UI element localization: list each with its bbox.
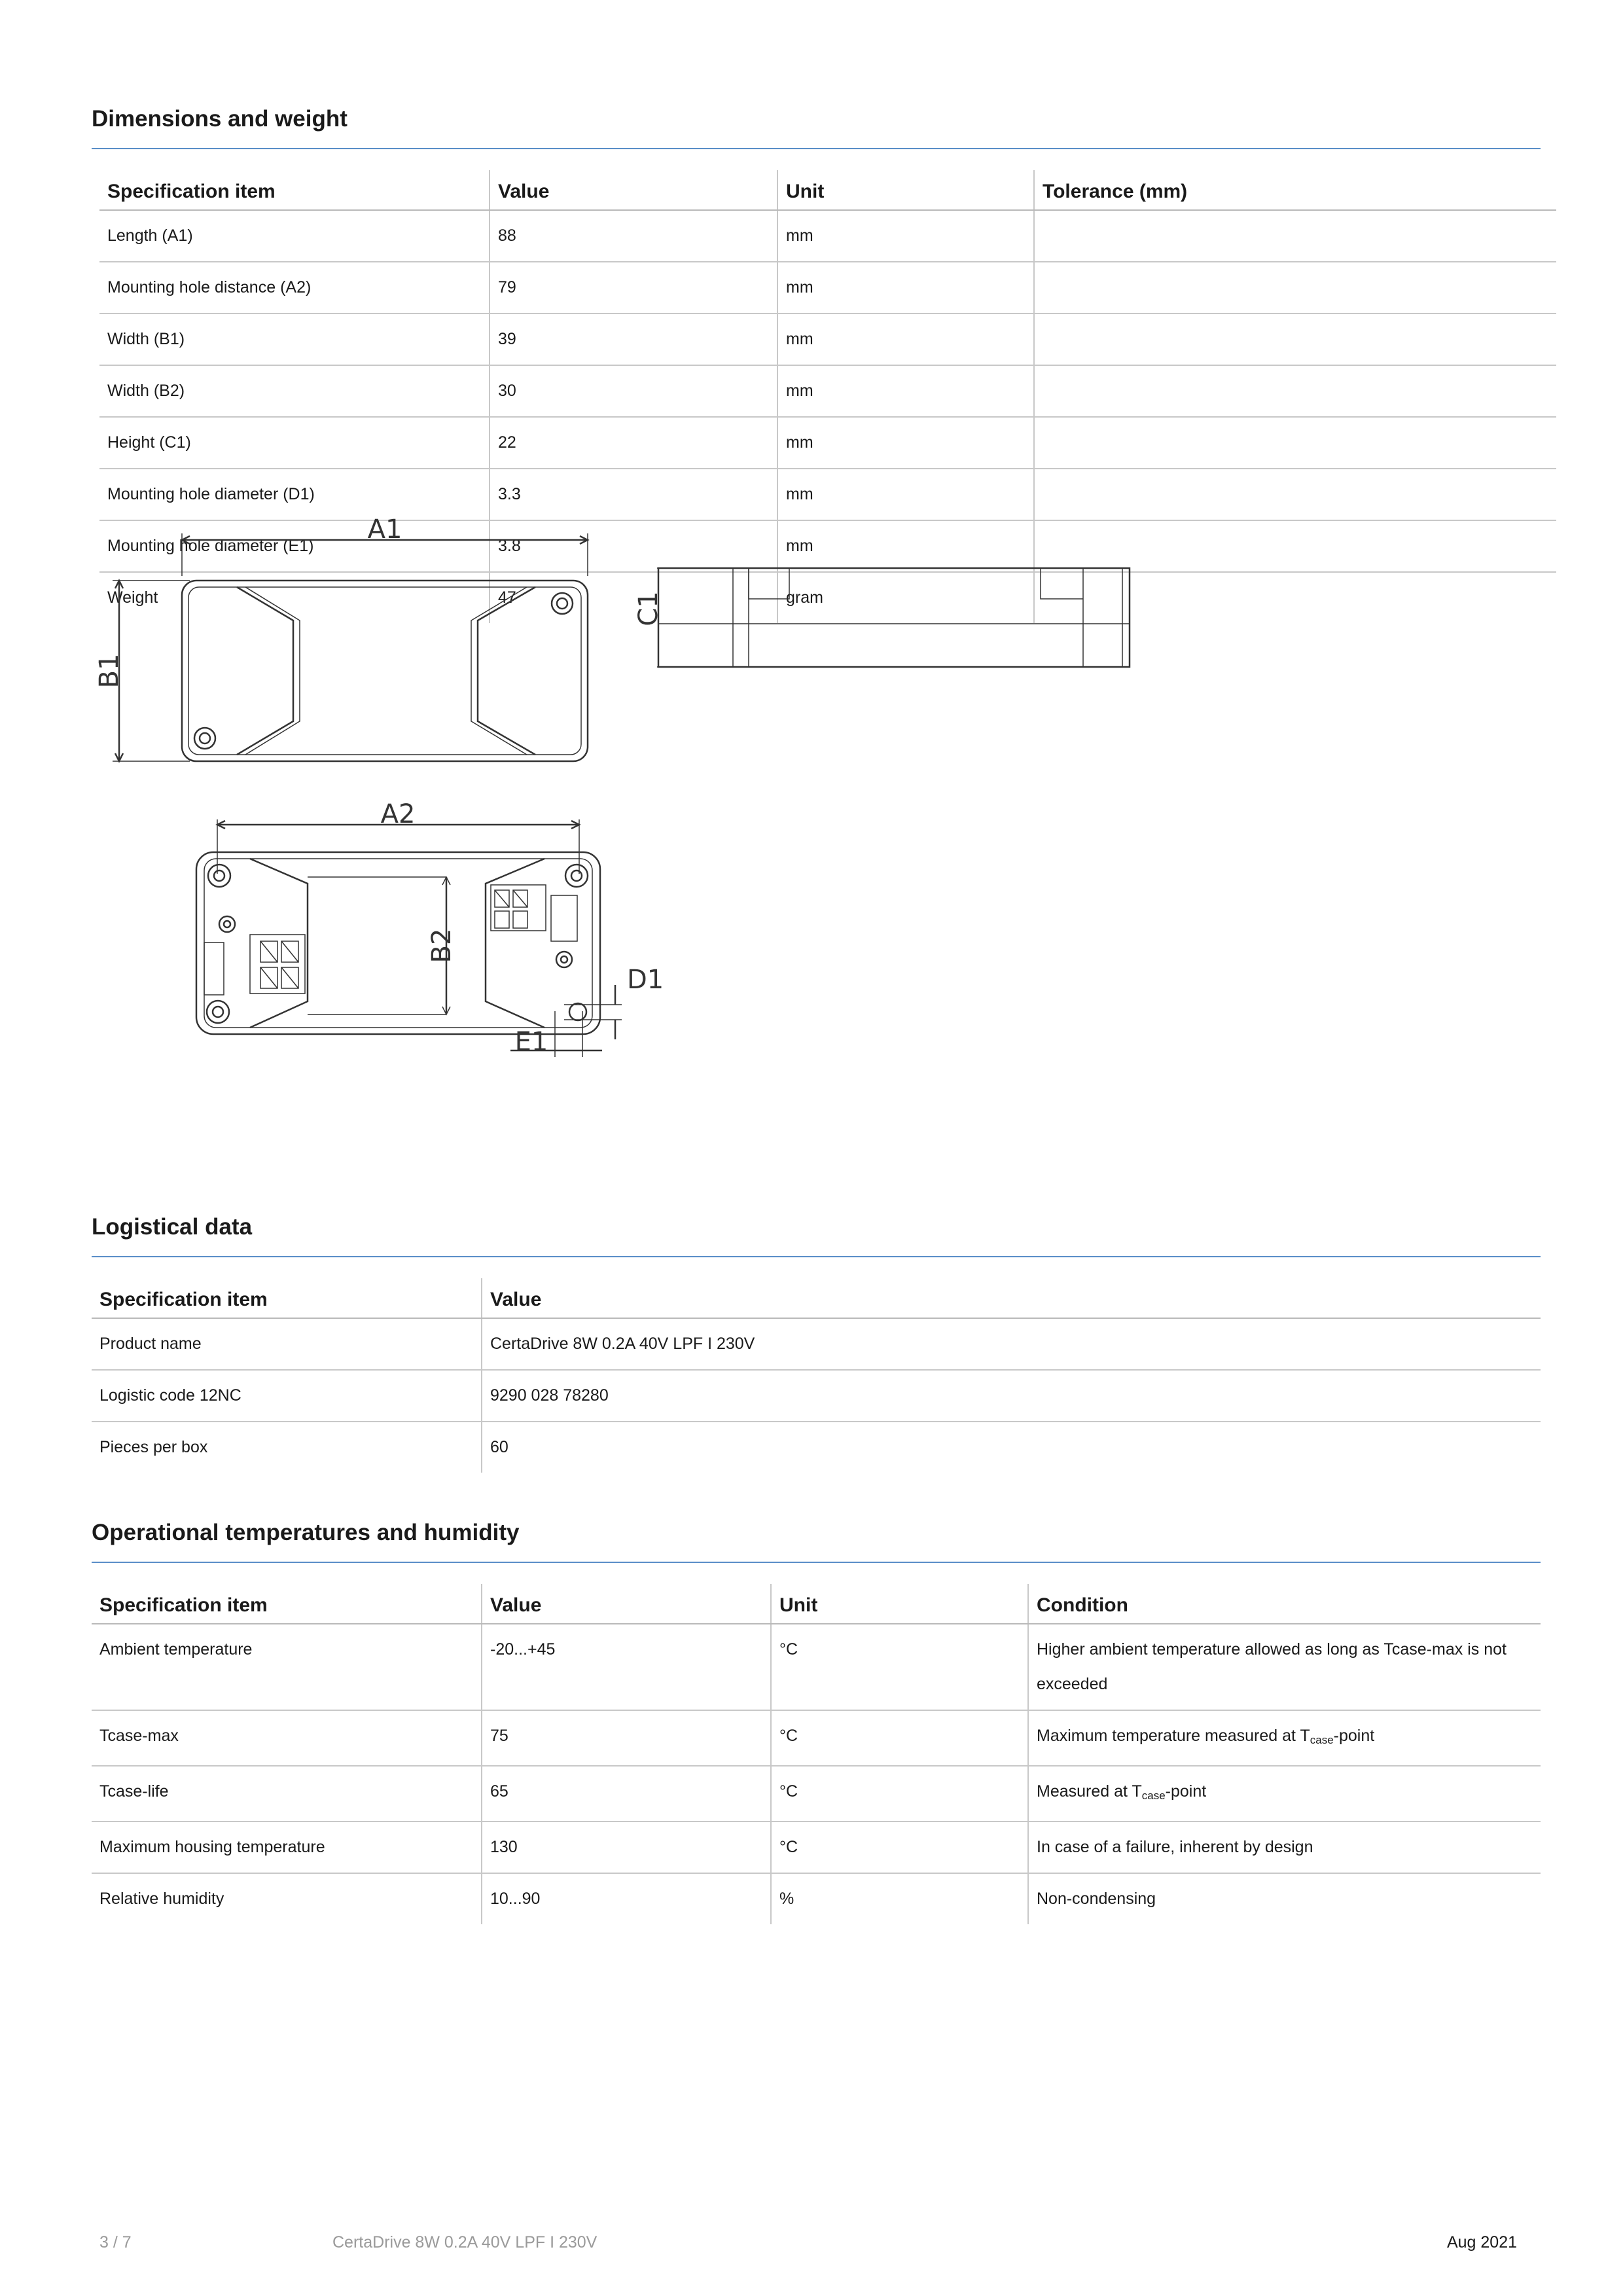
- dim-label-c1: C1: [633, 591, 664, 626]
- table-cell: Pieces per box: [92, 1422, 482, 1473]
- table-cell: Tcase-life: [92, 1766, 482, 1821]
- condition-text: Measured at T: [1037, 1782, 1142, 1801]
- table-row: [99, 365, 1556, 417]
- table-cell: [1034, 314, 1556, 365]
- table-cell: In case of a failure, inherent by design: [1028, 1821, 1541, 1873]
- column-header: Unit: [771, 1584, 1028, 1624]
- table-cell: Mounting hole diameter (E1): [99, 520, 490, 572]
- table-cell: 3.8: [490, 520, 777, 572]
- table-cell: 9290 028 78280: [482, 1370, 1541, 1422]
- table-cell: Non-condensing: [1037, 1890, 1156, 1908]
- table-cell: 75: [482, 1710, 771, 1766]
- table-cell: -20...+45: [482, 1624, 771, 1710]
- table-cell: °C: [771, 1624, 1028, 1710]
- column-header: Unit: [777, 170, 1034, 210]
- table-header-row: [92, 1278, 1541, 1318]
- table-cell: Logistic code 12NC: [92, 1370, 482, 1422]
- operational-section: [92, 1520, 1541, 1924]
- bottom-view-drawing: [196, 799, 664, 1057]
- logistical-section: [92, 1214, 1541, 1473]
- column-header: Value: [490, 170, 777, 210]
- table-cell: mm: [777, 262, 1034, 314]
- table-cell: [1034, 417, 1556, 469]
- table-cell: Product name: [92, 1318, 482, 1370]
- table-cell: 10...90: [482, 1873, 771, 1924]
- table-cell: 65: [482, 1766, 771, 1821]
- table-row: [92, 1422, 1541, 1473]
- table-cell: Width (B2): [99, 365, 490, 417]
- dim-label-b2: B2: [427, 928, 457, 963]
- column-header: Specification item: [92, 1278, 482, 1318]
- table-cell: Length (A1): [99, 210, 490, 262]
- table-cell: mm: [777, 520, 1034, 572]
- table-header-row: [92, 1584, 1541, 1624]
- table-row: [92, 1766, 1541, 1821]
- table-cell: [1028, 1766, 1541, 1821]
- table-row: [99, 262, 1556, 314]
- table-row: [92, 1821, 1541, 1873]
- dim-label-b1: B1: [94, 653, 124, 689]
- condition-text: -point: [1165, 1782, 1207, 1801]
- table-cell: °C: [771, 1821, 1028, 1873]
- table-cell: %: [771, 1873, 1028, 1924]
- table-cell: Height (C1): [99, 417, 490, 469]
- column-header: Tolerance (mm): [1034, 170, 1556, 210]
- table-cell: Maximum housing temperature: [92, 1821, 482, 1873]
- column-header: Specification item: [92, 1584, 482, 1624]
- table-cell: Relative humidity: [92, 1873, 482, 1924]
- section-title-logistical: Logistical data: [92, 1214, 1541, 1257]
- table-row: [92, 1873, 1541, 1924]
- table-cell: [1034, 210, 1556, 262]
- column-header: Condition: [1028, 1584, 1541, 1624]
- table-cell: [1028, 1710, 1541, 1766]
- page-number: 3 / 7: [99, 2233, 132, 2251]
- table-cell: 88: [490, 210, 777, 262]
- condition-text: -point: [1333, 1727, 1375, 1745]
- table-cell: °C: [771, 1710, 1028, 1766]
- table-cell: gram: [777, 572, 1034, 623]
- table-cell: 79: [490, 262, 777, 314]
- table-cell: °C: [771, 1766, 1028, 1821]
- table-cell: [1034, 262, 1556, 314]
- table-cell: [1034, 365, 1556, 417]
- table-cell: Weight: [99, 572, 490, 623]
- table-cell: Higher ambient temperature allowed as long as Tcase-max is not exceeded: [1028, 1624, 1541, 1710]
- table-row: [92, 1318, 1541, 1370]
- table-cell: mm: [777, 417, 1034, 469]
- table-cell: 22: [490, 417, 777, 469]
- dimension-drawing: [0, 511, 1623, 1100]
- table-row: [92, 1710, 1541, 1766]
- table-cell: mm: [777, 469, 1034, 520]
- column-header: Specification item: [99, 170, 490, 210]
- table-cell: mm: [777, 365, 1034, 417]
- dim-label-a2: A2: [380, 799, 416, 829]
- table-row: [99, 210, 1556, 262]
- table-cell: Width (B1): [99, 314, 490, 365]
- table-cell: Mounting hole distance (A2): [99, 262, 490, 314]
- table-cell: 39: [490, 314, 777, 365]
- dim-label-a1: A1: [367, 514, 402, 545]
- section-title-operational: Operational temperatures and humidity: [92, 1520, 1541, 1563]
- table-cell: 30: [490, 365, 777, 417]
- table-cell: CertaDrive 8W 0.2A 40V LPF I 230V: [482, 1318, 1541, 1370]
- footer-date: Aug 2021: [1446, 2233, 1517, 2251]
- table-cell: 130: [482, 1821, 771, 1873]
- table-row: [92, 1370, 1541, 1422]
- table-cell: mm: [777, 314, 1034, 365]
- column-header: Value: [482, 1278, 1541, 1318]
- subscript-text: case: [1141, 1789, 1166, 1802]
- table-cell: 47: [490, 572, 777, 623]
- table-row: [99, 314, 1556, 365]
- operational-table: [92, 1584, 1541, 1924]
- logistical-table: [92, 1278, 1541, 1473]
- table-row: [99, 417, 1556, 469]
- side-view-drawing: [633, 568, 1130, 667]
- table-cell: Tcase-max: [92, 1710, 482, 1766]
- table-cell: mm: [777, 210, 1034, 262]
- column-header: Value: [482, 1584, 771, 1624]
- footer-product-name: CertaDrive 8W 0.2A 40V LPF I 230V: [332, 2233, 597, 2251]
- top-view-drawing: [94, 514, 588, 761]
- dim-label-e1: E1: [514, 1027, 548, 1057]
- table-cell: Mounting hole diameter (D1): [99, 469, 490, 520]
- subscript-text: case: [1310, 1734, 1334, 1746]
- section-title-dimensions: Dimensions and weight: [92, 106, 1541, 149]
- table-row: [92, 1624, 1541, 1710]
- table-cell: 60: [490, 1438, 508, 1456]
- table-header-row: [99, 170, 1556, 210]
- table-cell: 3.3: [490, 469, 777, 520]
- table-cell: Ambient temperature: [92, 1624, 482, 1710]
- dim-label-d1: D1: [627, 965, 664, 995]
- condition-text: Maximum temperature measured at T: [1037, 1727, 1310, 1745]
